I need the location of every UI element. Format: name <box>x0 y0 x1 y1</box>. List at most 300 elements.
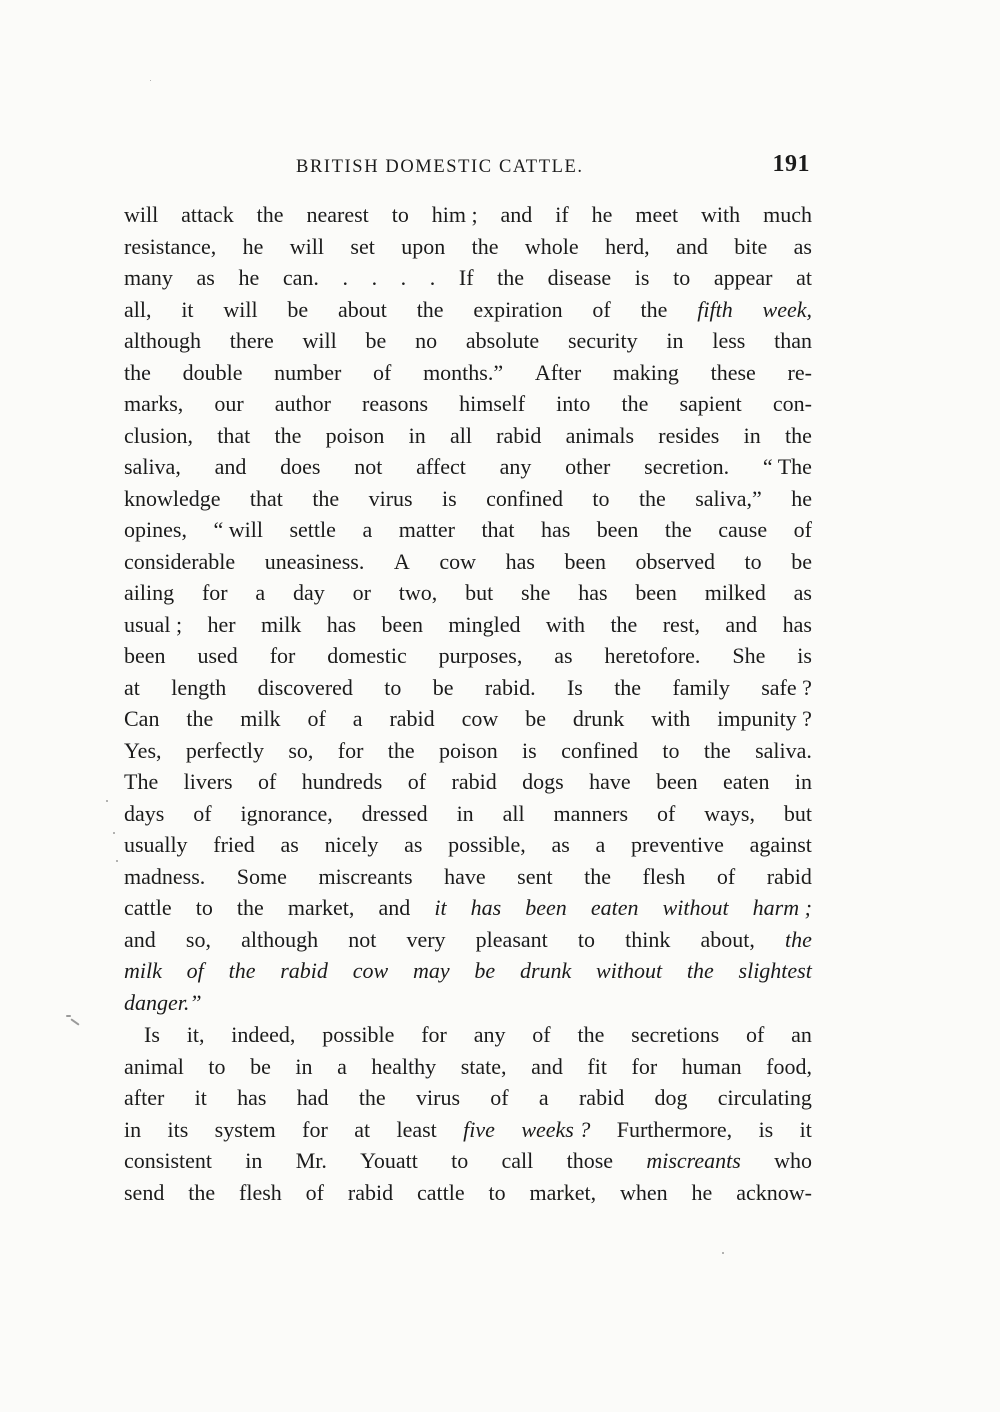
word: A <box>393 548 410 574</box>
word: as <box>280 832 299 857</box>
word: about, <box>700 926 755 952</box>
word: acknow- <box>736 1179 812 1205</box>
word: livers <box>183 769 233 794</box>
word: resides <box>658 422 720 448</box>
word: months.” <box>423 359 504 385</box>
word: its <box>167 1116 189 1142</box>
word: be <box>474 958 496 983</box>
word: with <box>701 202 741 227</box>
word: at <box>124 674 140 700</box>
word: in <box>666 328 684 353</box>
word: length <box>171 674 227 700</box>
word: dogs <box>522 769 564 794</box>
word: poison <box>325 422 385 448</box>
word: been <box>635 580 677 605</box>
body-text <box>124 199 812 1208</box>
word: and <box>500 202 533 227</box>
word: consistent <box>124 1148 212 1173</box>
word: against <box>749 832 812 857</box>
word: and <box>214 454 247 479</box>
word: it <box>181 296 194 322</box>
word: without <box>596 958 663 983</box>
word: of <box>305 1179 324 1205</box>
word: is <box>758 1116 774 1142</box>
text-line <box>124 514 812 546</box>
word: a <box>538 1085 549 1110</box>
word: been <box>124 643 166 668</box>
word: be <box>525 706 546 731</box>
word: uneasiness. <box>264 548 365 574</box>
word: pleasant <box>475 926 548 952</box>
word: the <box>584 863 612 889</box>
word: that <box>481 517 515 542</box>
word: danger.” <box>124 989 202 1015</box>
word: purposes, <box>438 643 523 668</box>
word: marks, <box>124 391 184 416</box>
word: much <box>763 202 812 227</box>
text-line <box>124 703 812 735</box>
word: the <box>387 737 415 763</box>
word: for <box>269 643 296 668</box>
word: making <box>612 359 679 385</box>
word: not <box>348 926 377 952</box>
text-line <box>124 987 812 1019</box>
word: the <box>228 958 256 983</box>
word: expiration <box>473 296 563 322</box>
word: with <box>545 611 586 637</box>
word: the <box>664 517 692 542</box>
word: send <box>124 1179 165 1205</box>
word: into <box>556 391 591 416</box>
word: the <box>614 674 642 700</box>
word: although <box>124 328 201 353</box>
running-title: BRITISH DOMESTIC CATTLE. <box>296 157 584 177</box>
word: of <box>257 769 277 794</box>
word: in <box>794 769 812 794</box>
word: harm ; <box>752 895 812 920</box>
word: milk <box>260 611 302 637</box>
word: day <box>293 580 325 605</box>
word: when <box>620 1179 668 1205</box>
word: been <box>525 895 567 920</box>
word: system <box>214 1116 276 1142</box>
word: used <box>197 643 238 668</box>
word: eaten <box>723 769 770 794</box>
word: in <box>408 422 426 448</box>
word: other <box>565 454 611 479</box>
word: rabid <box>496 422 542 448</box>
word: has <box>578 580 608 605</box>
word: been <box>656 769 698 794</box>
word: in <box>245 1148 263 1173</box>
word: disease <box>547 265 612 290</box>
word: so, <box>288 737 314 763</box>
word: very <box>406 926 446 952</box>
word: set <box>350 233 375 259</box>
word: five <box>463 1116 495 1142</box>
word: will <box>223 296 258 322</box>
word: Yes, <box>124 737 162 763</box>
word: it <box>194 1085 207 1110</box>
word: Can <box>124 706 160 731</box>
word: hundreds <box>301 769 383 794</box>
word: her <box>207 611 236 637</box>
word: milk <box>240 706 281 731</box>
word: least <box>396 1116 437 1142</box>
word: “ will <box>213 517 263 542</box>
word: meet <box>635 202 679 227</box>
word: after <box>124 1085 165 1110</box>
word: for <box>421 1022 447 1047</box>
text-line <box>124 1145 812 1177</box>
word: . <box>342 265 348 290</box>
word: is <box>634 265 650 290</box>
text-line <box>124 577 812 609</box>
word: cow <box>352 958 389 983</box>
text-line <box>124 672 812 704</box>
page-number: 191 <box>772 151 810 177</box>
text-line <box>124 1177 812 1209</box>
word: be <box>250 1053 271 1079</box>
word: it <box>434 895 447 920</box>
word: dressed <box>361 800 428 826</box>
word: who <box>774 1148 812 1173</box>
word: a <box>352 706 363 731</box>
word: be <box>365 328 387 353</box>
word: usual ; <box>124 611 183 637</box>
word: than <box>774 328 812 353</box>
word: saliva, <box>124 454 181 479</box>
word: at <box>796 265 812 290</box>
word: and <box>676 233 708 259</box>
word: observed <box>635 548 715 574</box>
word: of <box>490 1085 509 1110</box>
word: a <box>362 517 373 542</box>
word: been <box>564 548 606 574</box>
word: confined <box>486 485 564 511</box>
word: the <box>785 926 812 952</box>
word: have <box>444 863 486 889</box>
word: she <box>521 580 551 605</box>
word: as <box>554 643 573 668</box>
word: of <box>532 1022 551 1047</box>
word: attack <box>181 202 234 227</box>
word: The <box>124 769 159 794</box>
word: absolute <box>465 328 540 353</box>
word: herd, <box>605 233 650 259</box>
word: miscreants <box>318 863 413 889</box>
word: of <box>656 800 676 826</box>
word: will <box>124 202 159 227</box>
text-line <box>124 1082 812 1114</box>
word: nearest <box>306 202 369 227</box>
text-line <box>124 640 812 672</box>
word: double <box>182 359 243 385</box>
word: to <box>592 485 610 511</box>
word: sapient <box>679 391 742 416</box>
word: of <box>407 769 427 794</box>
word: the <box>621 391 649 416</box>
word: the <box>640 296 668 322</box>
text-line <box>124 294 812 326</box>
word: although <box>241 926 319 952</box>
text-line <box>124 388 812 420</box>
word: all <box>449 422 472 448</box>
word: confined <box>561 737 639 763</box>
word: in <box>295 1053 313 1079</box>
word: for <box>631 1053 658 1079</box>
word: opines, <box>124 517 187 542</box>
word: less <box>712 328 746 353</box>
word: settle <box>289 517 336 542</box>
word: the <box>236 895 264 920</box>
text-line <box>124 609 812 641</box>
word: the <box>358 1085 386 1110</box>
word: rabid <box>451 769 497 794</box>
word: the <box>312 485 340 511</box>
word: Is <box>566 674 583 700</box>
text-line <box>124 766 812 798</box>
word: has <box>505 548 535 574</box>
text-line <box>124 325 812 357</box>
text-line <box>124 1019 812 1051</box>
word: knowledge <box>124 485 221 511</box>
word: manners <box>553 800 629 826</box>
word: think <box>625 926 671 952</box>
word: reasons <box>362 391 429 416</box>
word: him ; <box>431 202 478 227</box>
word: rest, <box>662 611 700 637</box>
word: the <box>416 296 444 322</box>
word: secretion. <box>644 454 730 479</box>
word: has <box>470 895 502 920</box>
word: as <box>404 832 423 857</box>
word: Youatt <box>360 1148 418 1173</box>
word: in <box>124 1116 142 1142</box>
word: to <box>195 895 213 920</box>
word: the <box>186 706 214 731</box>
word: a <box>255 580 266 605</box>
word: may <box>412 958 450 983</box>
word: has <box>237 1085 267 1110</box>
text-line <box>124 924 812 956</box>
word: animal <box>124 1053 184 1079</box>
word: saliva. <box>755 737 812 763</box>
word: it <box>799 1116 812 1142</box>
word: will <box>289 233 325 259</box>
word: ways, <box>704 800 755 826</box>
word: be <box>287 296 309 322</box>
word: madness. <box>124 863 206 889</box>
word: he <box>791 485 812 511</box>
word: ignorance, <box>240 800 333 826</box>
word: of <box>186 958 204 983</box>
word: drunk <box>519 958 572 983</box>
word: of <box>716 863 736 889</box>
word: the <box>256 202 284 227</box>
word: all <box>502 800 525 826</box>
word: does <box>280 454 321 479</box>
text-line <box>124 955 812 987</box>
word: that <box>217 422 251 448</box>
word: discovered <box>257 674 353 700</box>
word: the <box>188 1179 216 1205</box>
word: miscreants <box>646 1148 741 1173</box>
word: saliva,” <box>695 485 762 511</box>
word: After <box>534 359 582 385</box>
word: Mr. <box>295 1148 327 1173</box>
word: market, <box>529 1179 597 1205</box>
word: he <box>691 1179 713 1205</box>
word: to <box>744 548 762 574</box>
word: a <box>595 832 606 857</box>
word: to <box>488 1179 506 1205</box>
word: circulating <box>717 1085 812 1110</box>
word: food, <box>766 1053 812 1079</box>
word: the <box>577 1022 605 1047</box>
word: and <box>531 1053 563 1079</box>
word: is <box>441 485 457 511</box>
word: cause <box>718 517 768 542</box>
word: . <box>371 265 378 290</box>
word: animals <box>565 422 635 448</box>
word: rabid <box>280 958 328 983</box>
word: the <box>124 359 151 385</box>
word: possible, <box>448 832 526 857</box>
word: slightest <box>738 958 812 983</box>
word: but <box>783 800 812 826</box>
word: it, <box>186 1022 205 1047</box>
word: an <box>791 1022 812 1047</box>
word: dog <box>654 1085 688 1110</box>
word: “ The <box>762 454 812 479</box>
word: human <box>681 1053 742 1079</box>
word: days <box>124 800 165 826</box>
text-line <box>124 1114 812 1146</box>
word: had <box>296 1085 329 1110</box>
word: . <box>429 265 436 290</box>
word: no <box>415 328 438 353</box>
word: She <box>732 643 766 668</box>
word: cattle <box>416 1179 465 1205</box>
word: cow <box>461 706 499 731</box>
word: those <box>566 1148 614 1173</box>
word: of <box>793 517 812 542</box>
word: without <box>662 895 729 920</box>
word: has <box>326 611 357 637</box>
word: If <box>458 265 474 290</box>
word: the <box>784 422 812 448</box>
word: cattle <box>124 895 172 920</box>
word: Is <box>144 1022 160 1047</box>
word: the <box>274 422 302 448</box>
word: rabid <box>578 1085 625 1110</box>
word: the <box>610 611 638 637</box>
text-line <box>124 829 812 861</box>
word: be <box>432 674 454 700</box>
word: rabid <box>766 863 812 889</box>
word: clusion, <box>124 422 194 448</box>
word: as <box>196 265 215 290</box>
word: our <box>214 391 244 416</box>
word: flesh <box>239 1179 282 1205</box>
word: all, <box>124 296 152 322</box>
word: fifth <box>697 296 733 322</box>
word: two, <box>398 580 438 605</box>
text-line <box>124 546 812 578</box>
word: security <box>567 328 638 353</box>
text-line <box>124 1051 812 1083</box>
word: to <box>673 265 691 290</box>
word: . <box>400 265 407 290</box>
word: domestic <box>327 643 407 668</box>
word: can. <box>282 265 319 290</box>
text-line <box>124 199 812 231</box>
word: is <box>797 643 812 668</box>
word: usually <box>124 832 188 857</box>
word: fit <box>587 1053 607 1079</box>
word: milk <box>124 958 162 983</box>
word: the <box>497 265 525 290</box>
word: re- <box>787 359 812 385</box>
word: for <box>337 737 364 763</box>
word: for <box>302 1116 328 1142</box>
word: number <box>274 359 342 385</box>
word: whole <box>524 233 579 259</box>
text-line <box>124 420 812 452</box>
word: as <box>793 233 812 259</box>
word: will <box>302 328 337 353</box>
word: heretofore. <box>604 643 701 668</box>
word: there <box>229 328 274 353</box>
word: or <box>352 580 371 605</box>
word: Furthermore, <box>616 1116 733 1142</box>
word: matter <box>398 517 455 542</box>
word: has <box>782 611 812 637</box>
word: milked <box>704 580 766 605</box>
word: any <box>499 454 532 479</box>
word: eaten <box>590 895 639 920</box>
word: as <box>793 580 812 605</box>
word: rabid. <box>484 674 536 700</box>
word: these <box>710 359 756 385</box>
text-line <box>124 357 812 389</box>
word: that <box>249 485 283 511</box>
word: virus <box>368 485 413 511</box>
text-line <box>124 861 812 893</box>
word: secretions <box>631 1022 720 1047</box>
word: weeks ? <box>521 1116 591 1142</box>
text-line <box>124 735 812 767</box>
word: affect <box>416 454 466 479</box>
word: he <box>238 265 260 290</box>
word: perfectly <box>185 737 265 763</box>
word: rabid <box>389 706 435 731</box>
word: at <box>354 1116 371 1142</box>
word: nicely <box>324 832 379 857</box>
text-line <box>124 262 812 294</box>
word: healthy <box>371 1053 437 1079</box>
word: con- <box>772 391 812 416</box>
word: been <box>381 611 423 637</box>
word: considerable <box>124 548 236 574</box>
word: to <box>451 1148 469 1173</box>
text-line <box>124 451 812 483</box>
word: have <box>589 769 631 794</box>
word: in <box>456 800 474 826</box>
text-line <box>124 483 812 515</box>
word: safe ? <box>761 674 812 700</box>
